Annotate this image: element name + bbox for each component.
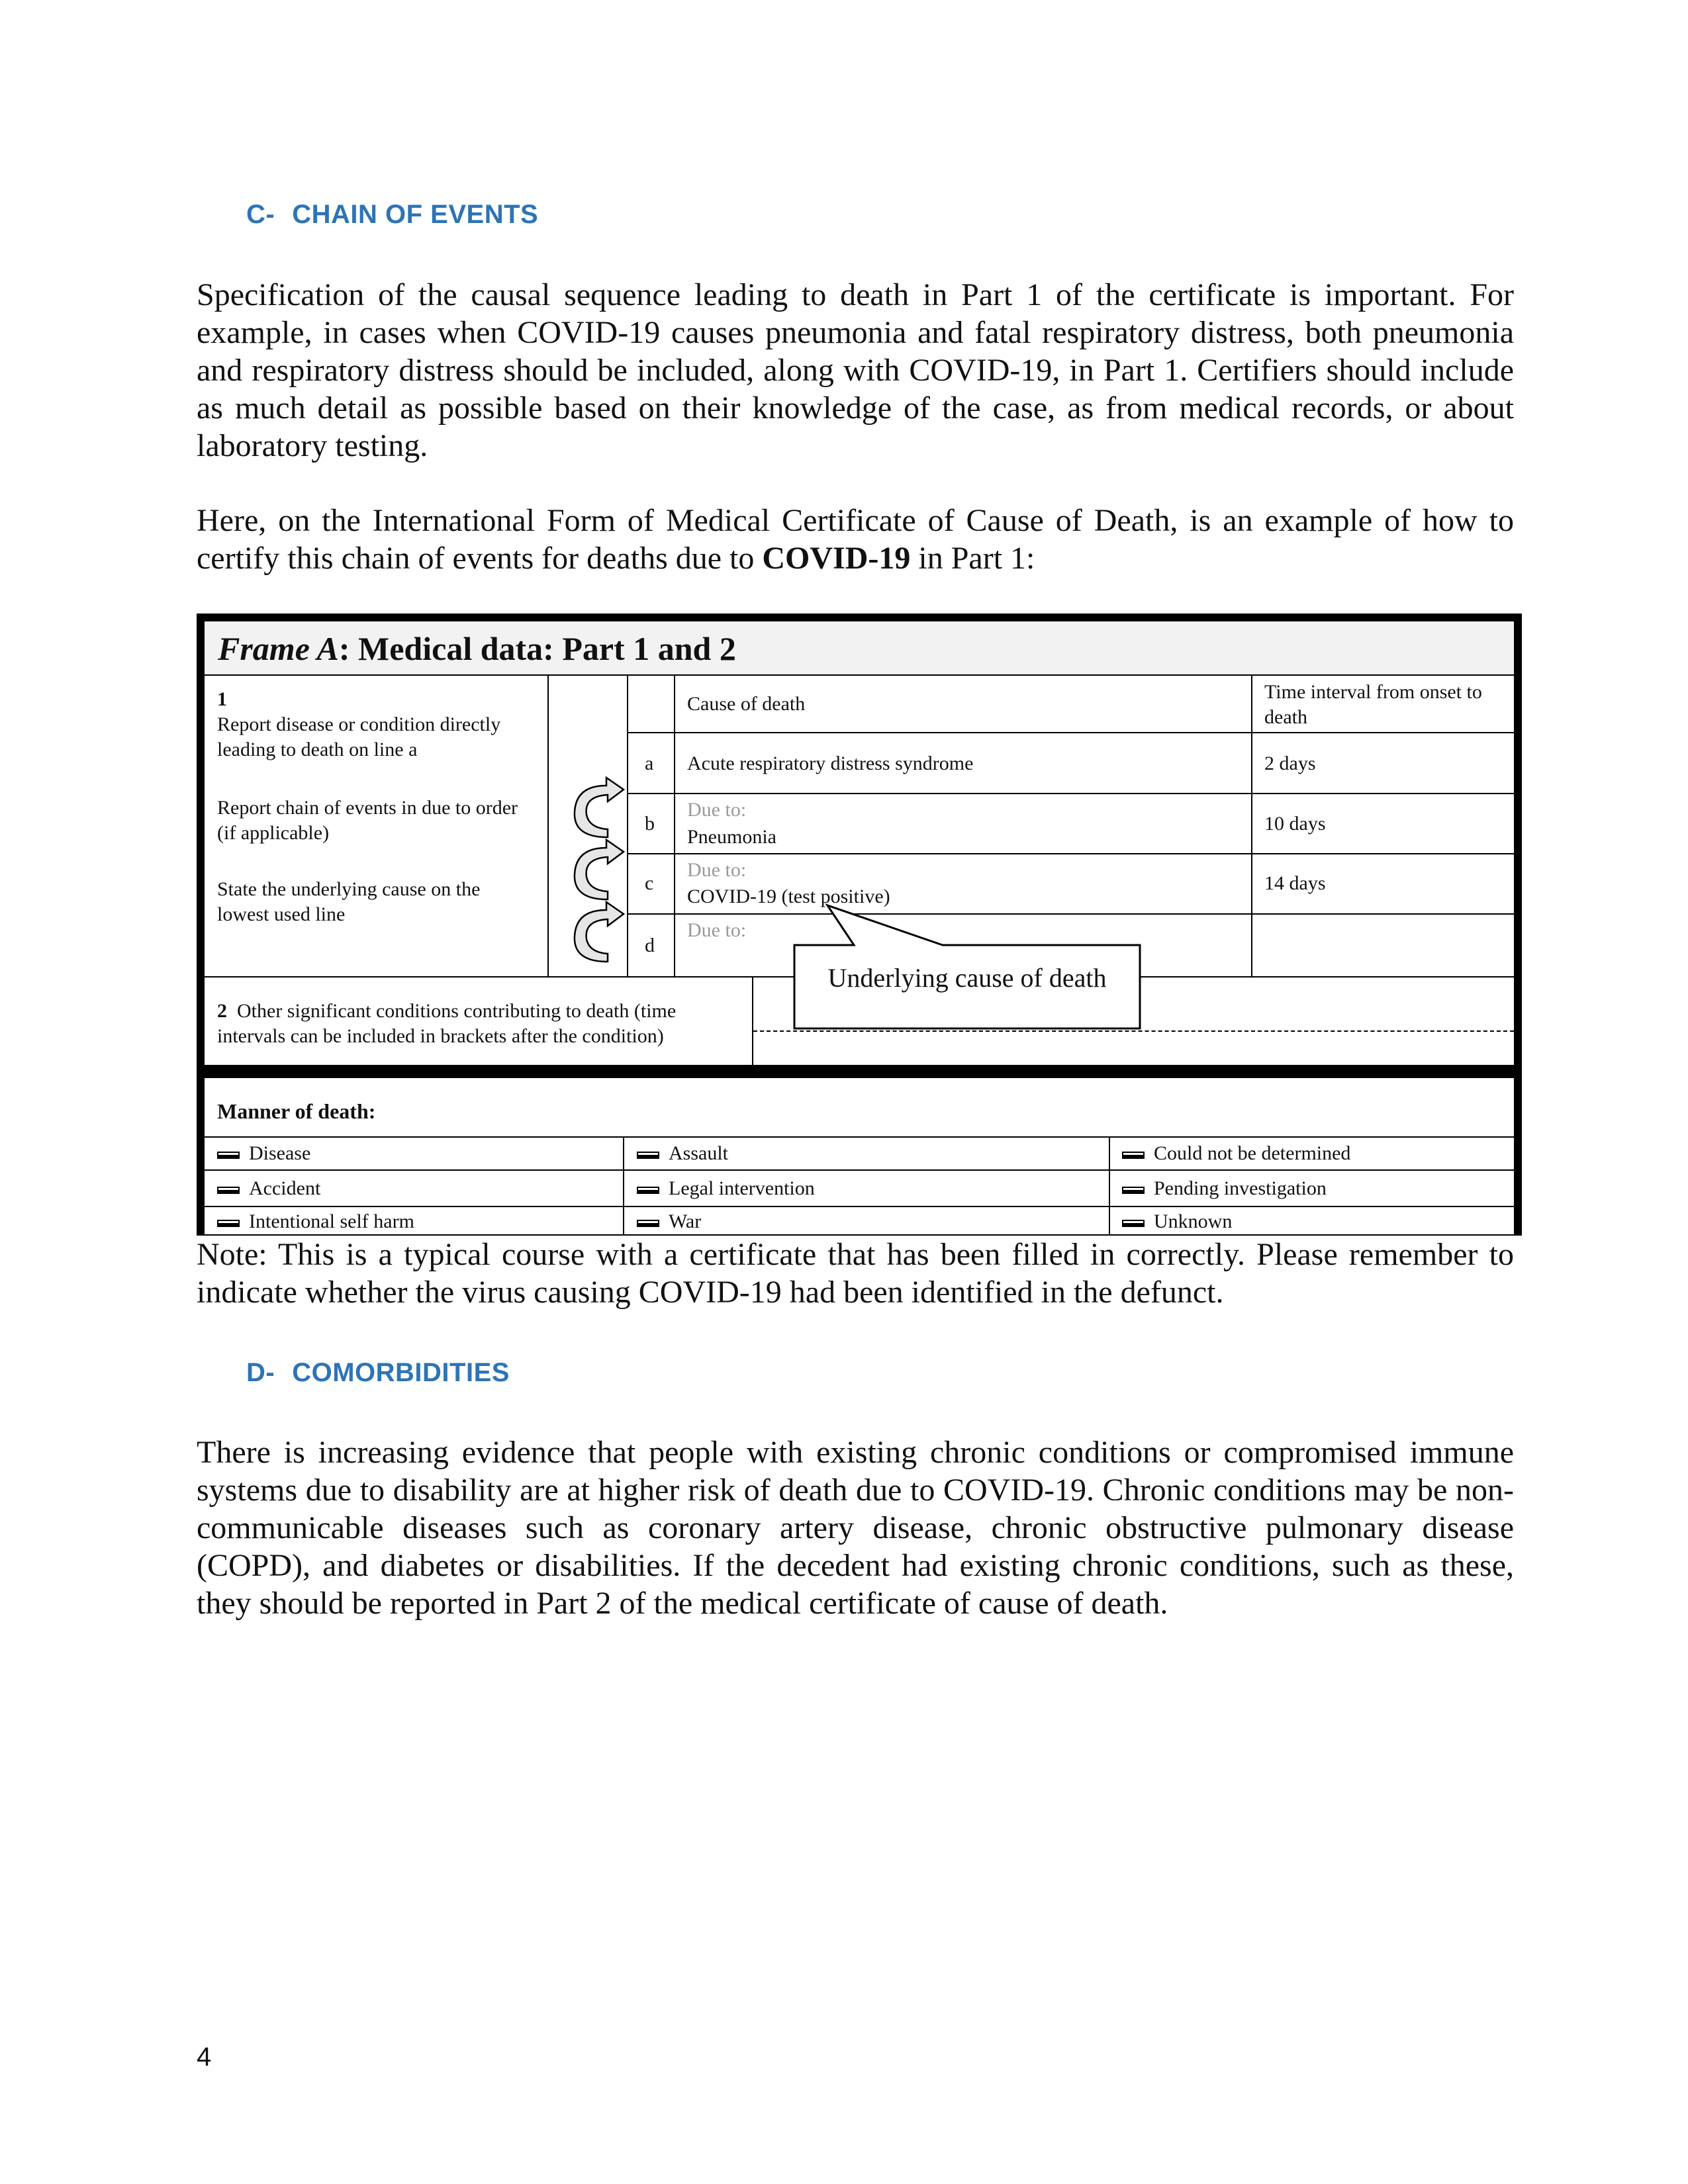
frame-title-italic: Frame A xyxy=(218,630,339,667)
section-d-paragraph: There is increasing evidence that people with existing chronic conditions or compromised immune systems due to disability are at higher risk of death due to COVID-19. Chronic conditions may be non-communicable diseases such as coronary artery disease, chronic obstructive pulmonary disease (COPD), and diabetes or disabilities. If the decedent had existing chronic conditions, such as these, they should be reported in Part 2 of the medical certificate of cause of death. xyxy=(197,1435,1514,1621)
checkbox-icon[interactable] xyxy=(1122,1152,1145,1159)
checkbox-icon[interactable] xyxy=(217,1152,240,1159)
row-c-cause: COVID-19 (test positive) xyxy=(687,886,890,907)
row-c-letter: c xyxy=(645,872,654,894)
callout-bubble-icon xyxy=(0,0,1688,1059)
note-paragraph: Note: This is a typical course with a certificate that has been filled in correctly. Please remember to indicate whether the virus causing COVID-19 had been identified in the defunct. xyxy=(197,1237,1514,1310)
para2-end: in Part 1: xyxy=(910,541,1035,576)
row-a-letter: a xyxy=(645,752,654,774)
checkbox-icon[interactable] xyxy=(637,1187,659,1194)
instruction-chain: Report chain of events in due to order (if applicable) xyxy=(217,797,518,844)
part1-number: 1 xyxy=(217,688,227,710)
row-c-time: 14 days xyxy=(1264,872,1326,894)
row-b-letter: b xyxy=(645,813,655,835)
manner-label: Intentional self harm xyxy=(249,1210,414,1232)
row-d-letter: d xyxy=(645,934,655,956)
para2-start: Here, on the International Form of Medical Certificate of Cause of Death, is an example of how to certify this chain of events for deaths due to xyxy=(197,503,1514,576)
row-b-time: 10 days xyxy=(1264,813,1326,835)
manner-legal-intervention[interactable] xyxy=(637,1176,815,1201)
manner-pending[interactable] xyxy=(1122,1176,1327,1201)
manner-label: War xyxy=(669,1210,702,1232)
manner-label: Unknown xyxy=(1154,1210,1233,1232)
section-c-paragraph-1: Specification of the causal sequence leading to death in Part 1 of the certificate is important. For example, in cases when COVID-19 causes pneumonia and fatal respiratory distress, both pneumonia and respiratory distress should be included, along with COVID-19, in Part 1. Certifiers should include as much detail as possible based on their knowledge of the case, as from medical records, or about laboratory testing. xyxy=(197,277,1514,463)
row-b-cause: Pneumonia xyxy=(687,826,776,848)
section-d-heading xyxy=(246,1358,510,1388)
manner-label: Accident xyxy=(249,1177,321,1199)
section-d-letter: D- xyxy=(246,1358,275,1387)
manner-title: Manner of death: xyxy=(217,1099,376,1123)
para2-bold: COVID-19 xyxy=(762,541,911,576)
row-c-due-to: Due to: xyxy=(687,859,747,881)
section-d-title: COMORBIDITIES xyxy=(292,1358,510,1387)
page-number: 4 xyxy=(197,2042,212,2071)
part2-text: Other significant conditions contributing to death (time intervals can be included in brackets after the condition) xyxy=(217,1000,677,1047)
manner-label: Disease xyxy=(249,1142,311,1164)
manner-label: Pending investigation xyxy=(1154,1177,1327,1199)
instruction-underlying: State the underlying cause on the lowest used line xyxy=(217,878,481,925)
manner-disease[interactable] xyxy=(217,1141,310,1166)
manner-self-harm[interactable] xyxy=(217,1209,414,1234)
checkbox-icon[interactable] xyxy=(637,1220,659,1227)
cause-of-death-header: Cause of death xyxy=(687,693,806,715)
callout-label: Underlying cause of death xyxy=(827,963,1107,993)
frame-title-rest: : Medical data: Part 1 and 2 xyxy=(338,630,736,667)
manner-assault[interactable] xyxy=(637,1141,728,1166)
row-a-cause: Acute respiratory distress syndrome xyxy=(687,752,974,774)
checkbox-icon[interactable] xyxy=(637,1152,659,1159)
manner-undetermined[interactable] xyxy=(1122,1141,1350,1166)
manner-label: Assault xyxy=(669,1142,728,1164)
manner-war[interactable] xyxy=(637,1209,701,1234)
checkbox-icon[interactable] xyxy=(1122,1187,1145,1194)
manner-accident[interactable] xyxy=(217,1176,320,1201)
row-d-due-to: Due to: xyxy=(687,919,747,941)
manner-unknown[interactable] xyxy=(1122,1209,1232,1234)
section-c-letter: C- xyxy=(246,200,275,229)
part2-number: 2 xyxy=(217,1000,227,1022)
time-interval-header: Time interval from onset to death xyxy=(1264,681,1482,728)
checkbox-icon[interactable] xyxy=(217,1220,240,1227)
manner-label: Could not be determined xyxy=(1154,1142,1351,1164)
manner-label: Legal intervention xyxy=(669,1177,815,1199)
section-c-title: CHAIN OF EVENTS xyxy=(292,200,539,229)
row-b-due-to: Due to: xyxy=(687,799,747,821)
checkbox-icon[interactable] xyxy=(217,1187,240,1194)
instruction-line-a: Report disease or condition directly leading to death on line a xyxy=(217,713,501,760)
checkbox-icon[interactable] xyxy=(1122,1220,1145,1227)
row-a-time: 2 days xyxy=(1264,752,1316,774)
